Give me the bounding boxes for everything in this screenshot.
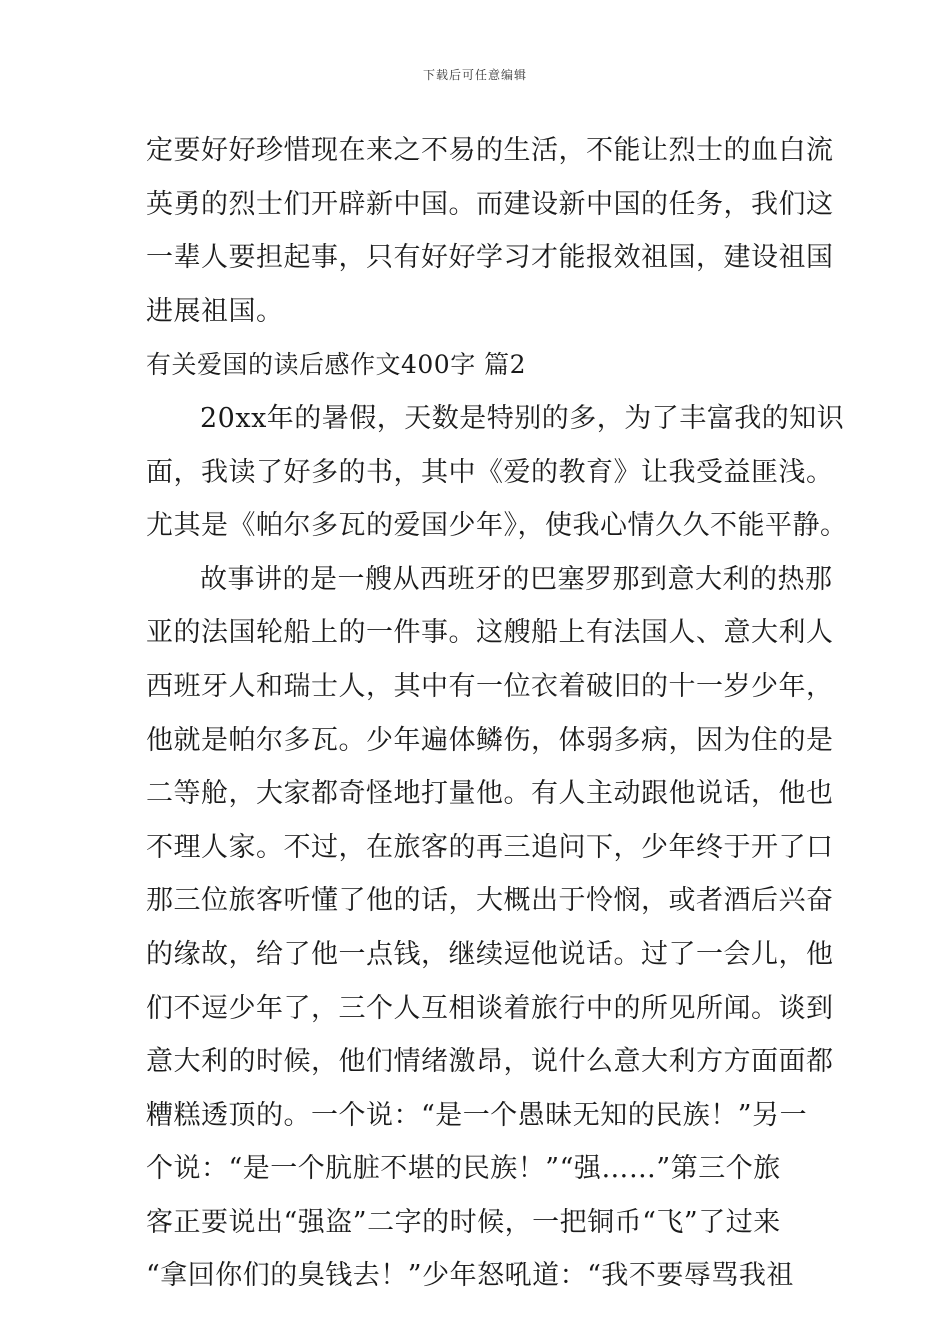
text-line: 故事讲的是一艘从西班牙的巴塞罗那到意大利的热那 xyxy=(200,563,833,595)
page-header-note: 下载后可任意编辑 xyxy=(422,68,527,82)
text-line: “拿回你们的臭钱去！”少年怒吼道：“我不要辱骂我祖 xyxy=(146,1260,794,1292)
text-line: 二等舱，大家都奇怪地打量他。有人主动跟他说话，他也 xyxy=(146,778,834,810)
text-line: 那三位旅客听懂了他的话，大概出于怜悯，或者酒后兴奋 xyxy=(146,885,834,917)
text-line: 尤其是《帕尔多瓦的爱国少年》，使我心情久久不能平静。 xyxy=(146,510,848,542)
text-line: 20xx年的暑假，天数是特别的多，为了丰富我的知识 xyxy=(200,402,845,434)
text-line: 英勇的烈士们开辟新中国。而建设新中国的任务，我们这 xyxy=(146,188,834,220)
text-line: 一辈人要担起事，只有好好学习才能报效祖国，建设祖国 xyxy=(146,242,834,274)
text-line: 意大利的时候，他们情绪激昂，说什么意大利方方面面都 xyxy=(146,1046,834,1078)
text-line: 不理人家。不过，在旅客的再三追问下，少年终于开了口 xyxy=(146,831,834,863)
text-line: 的缘故，给了他一点钱，继续逗他说话。过了一会儿，他 xyxy=(146,938,834,970)
text-line: 进展祖国。 xyxy=(146,295,284,327)
text-line: 个说：“是一个肮脏不堪的民族！”“强……”第三个旅 xyxy=(146,1153,781,1185)
section-heading: 有关爱国的读后感作文400字 篇2 xyxy=(146,350,527,380)
text-line: 亚的法国轮船上的一件事。这艘船上有法国人、意大利人 xyxy=(146,617,834,649)
text-line: 面，我读了好多的书，其中《爱的教育》让我受益匪浅。 xyxy=(146,456,834,488)
text-line: 们不逗少年了，三个人互相谈着旅行中的所见所闻。谈到 xyxy=(146,992,834,1024)
document-body xyxy=(146,124,848,1303)
text-line: 他就是帕尔多瓦。少年遍体鳞伤，体弱多病，因为住的是 xyxy=(146,724,834,756)
text-line: 定要好好珍惜现在来之不易的生活，不能让烈士的血白流 xyxy=(146,135,834,166)
text-line: 客正要说出“强盗”二字的时候，一把铜币“飞”了过来 xyxy=(146,1206,781,1238)
text-line: 糟糕透顶的。一个说：“是一个愚昧无知的民族！”另一 xyxy=(146,1099,808,1131)
text-line: 西班牙人和瑞士人，其中有一位衣着破旧的十一岁少年， xyxy=(146,670,834,702)
